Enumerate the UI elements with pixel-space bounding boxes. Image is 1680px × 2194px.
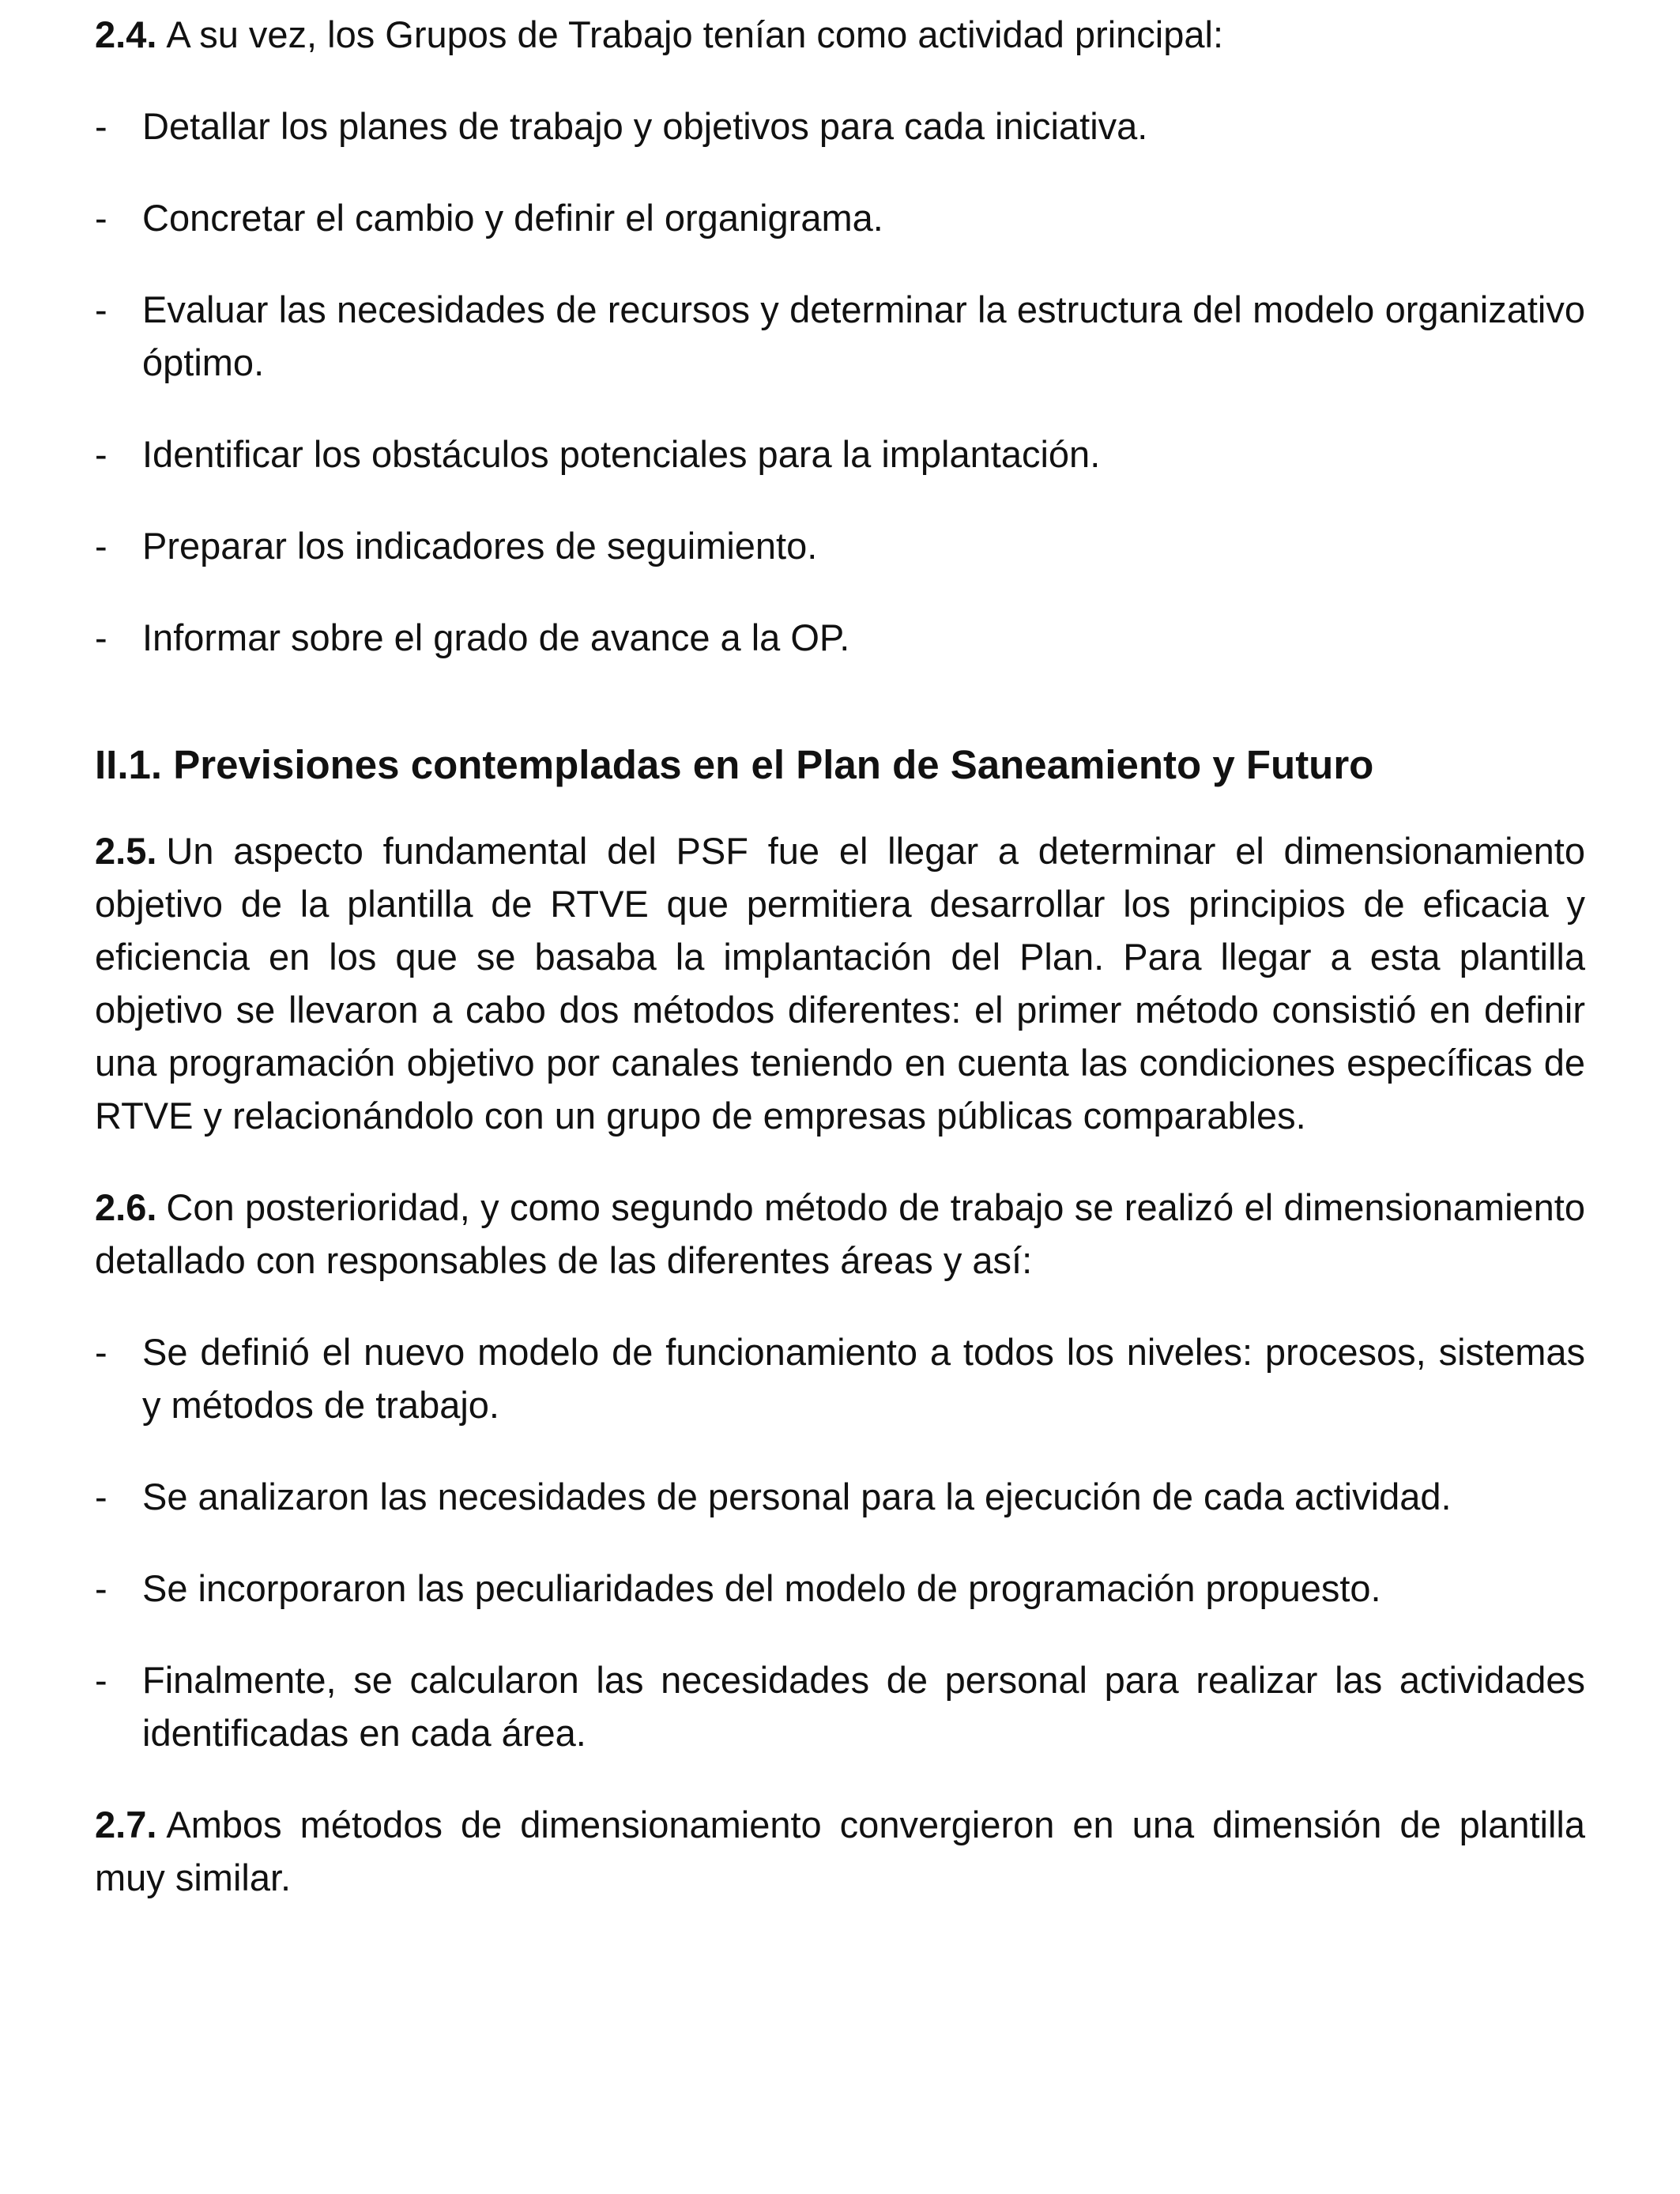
- bullet-dash: -: [95, 1476, 107, 1517]
- paragraph-number: 2.5.: [95, 830, 157, 872]
- list-item: [95, 519, 1585, 572]
- paragraph-number: 2.6.: [95, 1186, 157, 1228]
- paragraph-2-4: [95, 8, 1585, 61]
- list-item: [95, 1653, 1585, 1759]
- list-item-text: Finalmente, se calcularon las necesidades de personal para realizar las actividades identificadas en cada área.: [142, 1659, 1585, 1754]
- list-item-text: Preparar los indicadores de seguimiento.: [142, 525, 818, 567]
- document-page: [95, 0, 1585, 1904]
- list-item: [95, 428, 1585, 481]
- list-item: [95, 1325, 1585, 1431]
- bullet-list-2-4: [95, 100, 1585, 664]
- list-item-text: Identificar los obstáculos potenciales para la implantación.: [142, 433, 1101, 475]
- bullet-dash: -: [95, 1567, 107, 1609]
- list-item-text: Informar sobre el grado de avance a la OP.: [142, 616, 850, 658]
- paragraph-2-6: [95, 1181, 1585, 1287]
- list-item-text: Detallar los planes de trabajo y objetivos para cada iniciativa.: [142, 105, 1148, 147]
- list-item-text: Se analizaron las necesidades de personal para la ejecución de cada actividad.: [142, 1476, 1452, 1517]
- bullet-dash: -: [95, 197, 107, 239]
- paragraph-2-5: [95, 824, 1585, 1142]
- bullet-dash: -: [95, 288, 107, 330]
- list-item-text: Concretar el cambio y definir el organigrama.: [142, 197, 883, 239]
- list-item-text: Se definió el nuevo modelo de funcionamiento a todos los niveles: procesos, sistemas y métodos de trabajo.: [142, 1331, 1585, 1426]
- paragraph-text: Con posterioridad, y como segundo método de trabajo se realizó el dimensionamiento detallado con responsables de las diferentes áreas y así:: [95, 1186, 1585, 1281]
- paragraph-number: 2.7.: [95, 1804, 157, 1845]
- list-item: [95, 100, 1585, 153]
- bullet-dash: -: [95, 525, 107, 567]
- paragraph-text: Ambos métodos de dimensionamiento convergieron en una dimensión de plantilla muy similar.: [95, 1804, 1585, 1898]
- bullet-dash: -: [95, 616, 107, 658]
- paragraph-2-7: [95, 1798, 1585, 1904]
- list-item-text: Evaluar las necesidades de recursos y determinar la estructura del modelo organizativo óptimo.: [142, 288, 1585, 383]
- list-item: [95, 191, 1585, 244]
- bullet-dash: -: [95, 433, 107, 475]
- paragraph-text: Un aspecto fundamental del PSF fue el llegar a determinar el dimensionamiento objetivo de la plantilla de RTVE que permitiera desarrollar los principios de eficacia y eficiencia en los que se basaba la implantación del Plan. Para llegar a esta plantilla objetivo se llevaron a cabo dos métodos diferentes: el primer método consistió en definir una programación objetivo por canales teniendo en cuenta las condiciones específicas de RTVE y relacionándolo con un grupo de empresas públicas comparables.: [95, 830, 1585, 1137]
- bullet-dash: -: [95, 1659, 107, 1701]
- list-item: [95, 611, 1585, 664]
- bullet-dash: -: [95, 105, 107, 147]
- bullet-dash: -: [95, 1331, 107, 1373]
- list-item-text: Se incorporaron las peculiaridades del modelo de programación propuesto.: [142, 1567, 1381, 1609]
- section-heading: II.1. Previsiones contempladas en el Plan de Saneamiento y Futuro: [95, 742, 1374, 787]
- list-item: [95, 283, 1585, 389]
- list-item: [95, 1562, 1585, 1615]
- paragraph-number: 2.4.: [95, 13, 157, 55]
- paragraph-text: A su vez, los Grupos de Trabajo tenían como actividad principal:: [166, 13, 1224, 55]
- bullet-list-2-6: [95, 1325, 1585, 1759]
- list-item: [95, 1470, 1585, 1523]
